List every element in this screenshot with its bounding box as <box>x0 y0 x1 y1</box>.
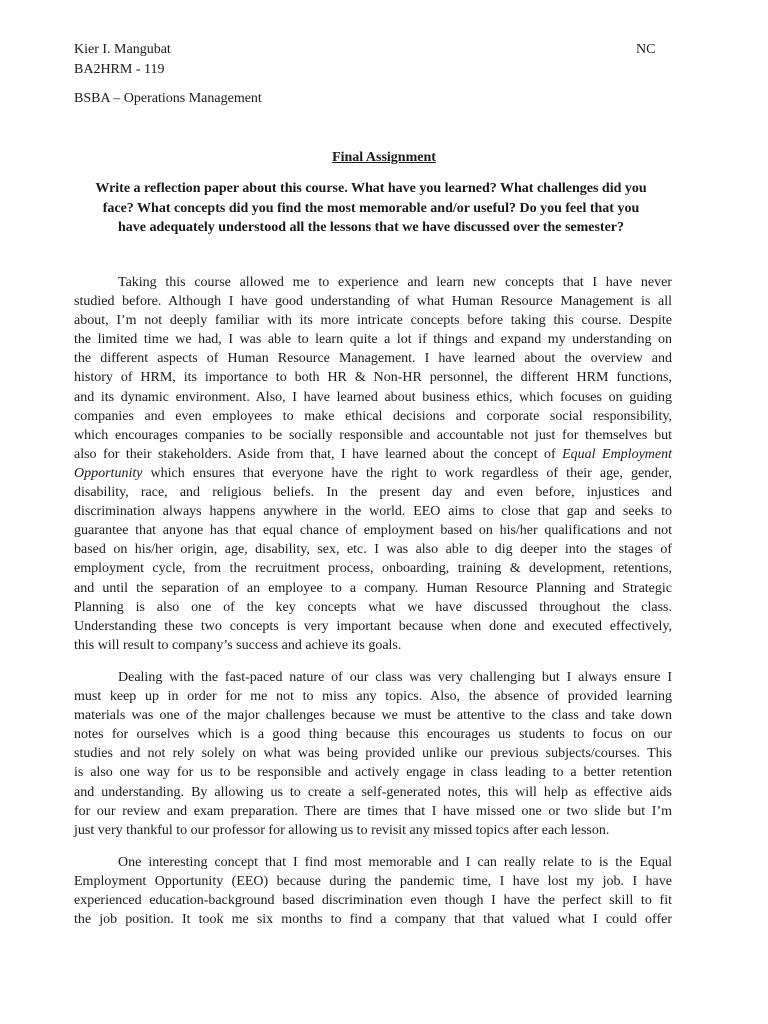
paragraph-line: discrimination always happens anywhere in the world. EEO aims to close that gap and seeks to <box>74 504 672 520</box>
paragraph-line: guarantee that anyone has that equal chance of employment based on his/her qualifications and not <box>74 523 672 539</box>
paragraph-line: materials was one of the major challenges because we must be attentive to the class and take down <box>74 708 672 724</box>
grade-mark: NC <box>636 42 656 57</box>
paragraph-line: the job position. It took me six months to find a company that that valued what I could offer <box>74 912 672 928</box>
paragraph-line: for our review and exam preparation. There are times that I have missed one or two slide but I’m <box>74 803 672 819</box>
paragraph-line: just very thankful to our professor for allowing us to revisit any missed topics after each lesson. <box>74 822 610 838</box>
paragraph-challenges <box>74 668 672 840</box>
paragraph-line: Taking this course allowed me to experience and learn new concepts that I have never <box>118 275 672 290</box>
paragraph-line: Employment Opportunity (EEO) because during the pandemic time, I have lost my job. I have <box>74 874 672 890</box>
paragraph-line: Opportunity which ensures that everyone have the right to work regardless of their age, gender, <box>74 465 672 481</box>
paragraph-line: and until the separation of an employee to a company. Human Resource Planning and Strategic <box>74 580 672 596</box>
paragraph-line: disability, race, and religious beliefs. In the present day and even before, injustices and <box>74 485 672 501</box>
assignment-prompt <box>74 179 668 238</box>
paragraph-line: Dealing with the fast-paced nature of our class was very challenging but I always ensure I <box>118 670 672 685</box>
paragraph-line: experienced education-background based discrimination even though I have the perfect skill to fit <box>74 893 672 909</box>
paragraph-line: notes for ourselves which is a good thing because this encourages us students to focus on our <box>74 727 672 743</box>
paragraph-line: the limited time we had, I was able to learn quite a lot if things and expand my understanding on <box>74 332 672 348</box>
paragraph-line: companies and even employees to make ethical decisions and corporate social responsibility, <box>74 408 672 424</box>
paragraph-line: and understanding. By allowing us to create a self-generated notes, this will help as effective aids <box>74 784 672 800</box>
emphasis-eeo: Equal Employment <box>562 446 673 462</box>
paragraph-line: is also one way for us to be responsible and actively engage in class leading to a better retention <box>74 765 672 781</box>
paragraph-line: must keep up in order for me not to miss any topics. Also, the absence of provided learning <box>74 689 672 705</box>
program-name: BSBA – Operations Management <box>74 91 262 106</box>
assignment-title: Final Assignment <box>332 150 436 165</box>
paragraph-line: which encourages companies to be socially responsible and accountable not just for themselves but <box>74 427 672 443</box>
paragraph-line: this will result to company’s success and achieve its goals. <box>74 637 402 653</box>
paragraph-line: and its dynamic environment. Also, I have learned about business ethics, which focuses on guiding <box>74 389 672 405</box>
paragraph-line: studies and not rely solely on what was being provided unlike our previous subjects/courses. This <box>74 746 672 762</box>
prompt-line: Write a reflection paper about this course. What have you learned? What challenges did you <box>95 181 647 196</box>
paragraph-line: about, I’m not deeply familiar with its more intricate concepts before taking this course. Despite <box>74 313 672 329</box>
paragraph-line: also for their stakeholders. Aside from that, I have learned about the concept of Equal Employment <box>74 446 673 462</box>
prompt-line: have adequately understood all the lessons that we have discussed over the semester? <box>117 220 625 235</box>
paragraph-line: Understanding these two concepts is very important because when done and executed effectively, <box>74 618 672 634</box>
paragraph-learnings <box>74 273 672 655</box>
paragraph-line: the different aspects of Human Resource Management. I have learned about the overview and <box>74 351 672 367</box>
course-section: BA2HRM - 119 <box>74 62 165 77</box>
emphasis-opportunity: Opportunity <box>74 465 143 481</box>
prompt-line: face? What concepts did you find the most memorable and/or useful? Do you feel that you <box>102 200 640 216</box>
paragraph-line: Planning is also one of the key concepts what we have discussed throughout the class. <box>74 599 672 615</box>
paragraph-line: based on his/her origin, age, disability, sex, etc. I was also able to dig deeper into the stages of <box>74 542 672 558</box>
author-name: Kier I. Mangubat <box>74 42 171 57</box>
paragraph-line: One interesting concept that I find most memorable and I can really relate to is the Equal <box>118 855 672 870</box>
paragraph-line: history of HRM, its importance to both HR & Non-HR personnel, the different HRM functions, <box>74 370 672 386</box>
paragraph-line: studied before. Although I have good understanding of what Human Resource Management is all <box>74 294 672 310</box>
paragraph-line: employment cycle, from the recruitment process, onboarding, training & development, retentions, <box>74 561 672 577</box>
paragraph-memorable-concept <box>74 853 672 929</box>
